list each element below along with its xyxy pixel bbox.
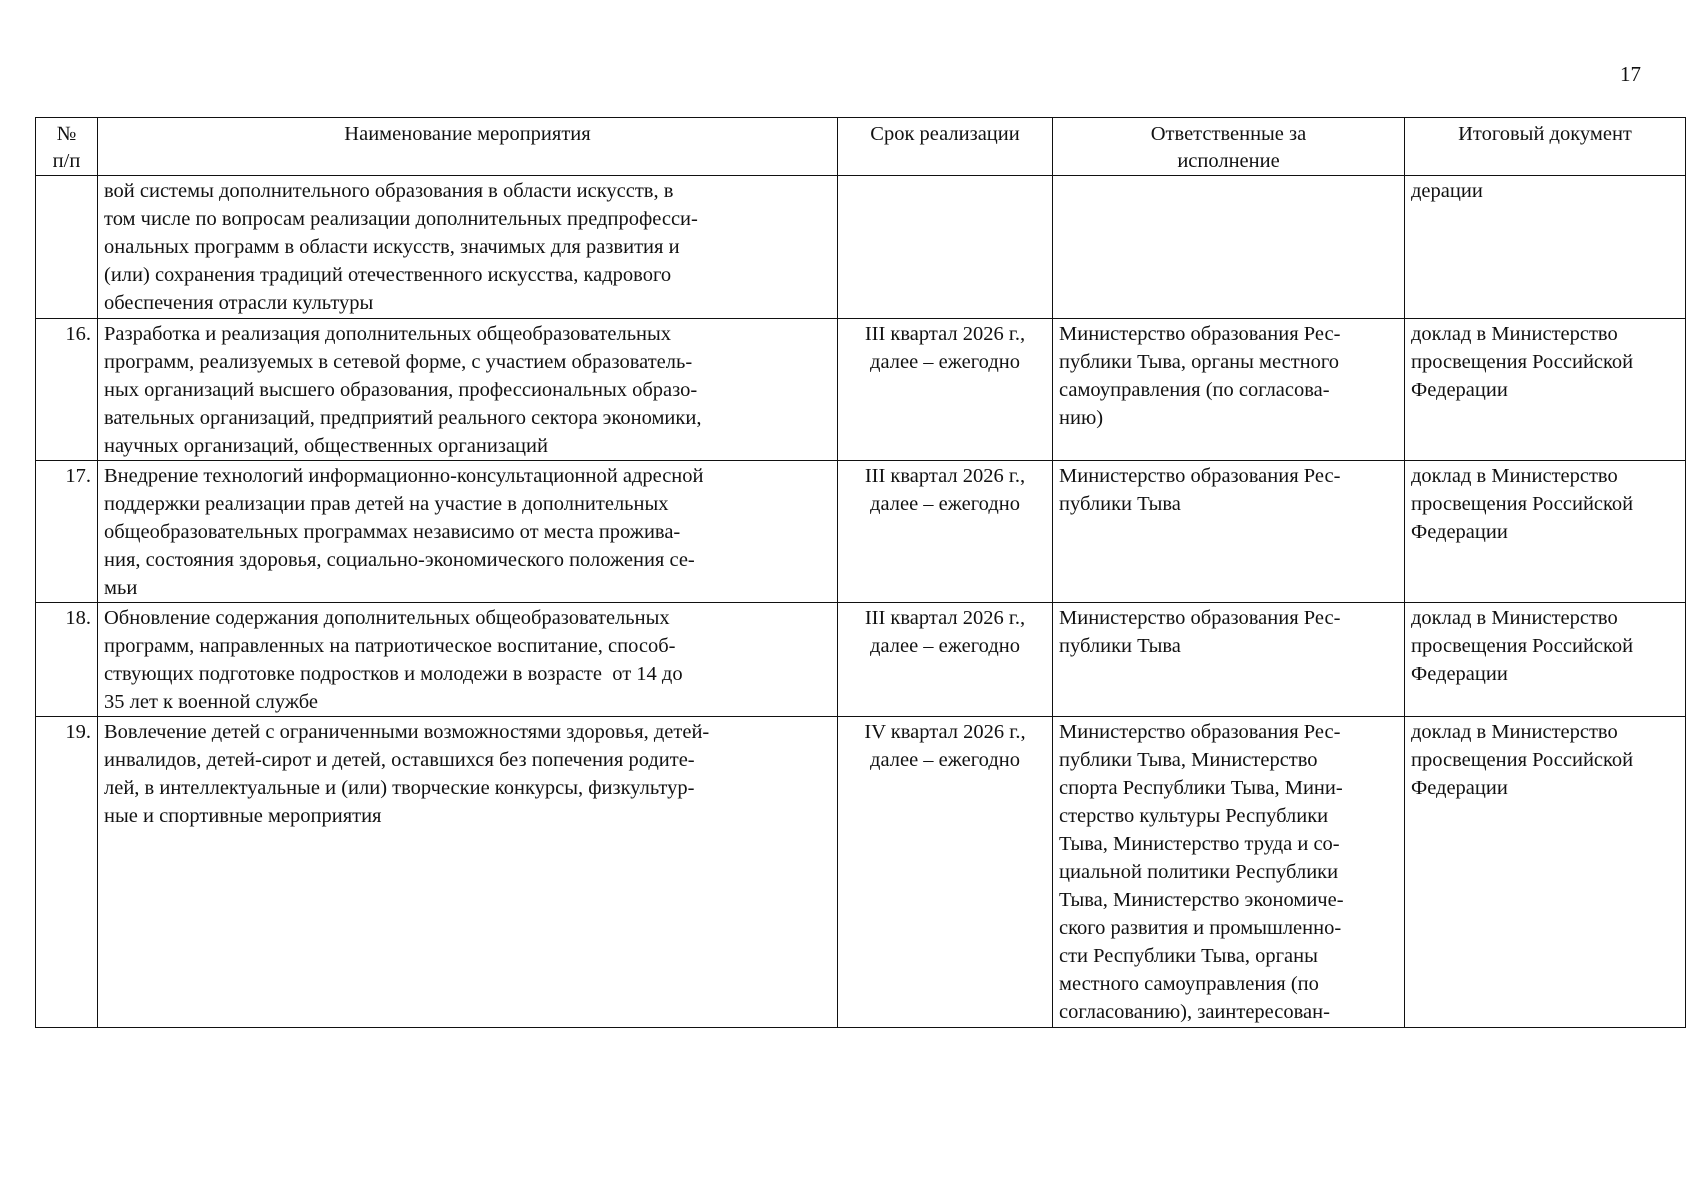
text-line: вой системы дополнительного образования в области искусств, в bbox=[104, 180, 674, 202]
row-name bbox=[98, 717, 838, 1028]
measures-table bbox=[35, 117, 1686, 1028]
text-line: Обновление содержания дополнительных общеобразовательных bbox=[104, 607, 670, 629]
table-row bbox=[36, 603, 1686, 717]
row-name bbox=[98, 176, 838, 319]
text-line: том числе по вопросам реализации дополнительных предпрофесси- bbox=[104, 208, 698, 230]
text-line: Федерации bbox=[1411, 521, 1508, 543]
row-num: 19. bbox=[36, 717, 98, 1028]
text-line: III квартал 2026 г., bbox=[864, 323, 1026, 345]
text-line: инвалидов, детей-сирот и детей, оставшихся без попечения родите- bbox=[104, 749, 695, 771]
row-responsible bbox=[1053, 717, 1405, 1028]
table-header-row bbox=[36, 118, 1686, 176]
header-responsible bbox=[1053, 118, 1405, 176]
row-document bbox=[1405, 319, 1686, 461]
table-row bbox=[36, 461, 1686, 603]
text-line: научных организаций, общественных организаций bbox=[104, 435, 548, 457]
row-name bbox=[98, 319, 838, 461]
text-line: Вовлечение детей с ограниченными возможностями здоровья, детей- bbox=[104, 721, 710, 743]
page-number: 17 bbox=[1620, 62, 1641, 86]
row-num bbox=[36, 176, 98, 319]
text-line: Федерации bbox=[1411, 379, 1508, 401]
text-line: III квартал 2026 г., bbox=[864, 607, 1026, 629]
row-term bbox=[838, 603, 1053, 717]
text-line: далее – ежегодно bbox=[870, 493, 1020, 515]
row-num: 18. bbox=[36, 603, 98, 717]
header-num bbox=[36, 118, 98, 176]
text-line: поддержки реализации прав детей на участие в дополнительных bbox=[104, 493, 669, 515]
text-line: доклад в Министерство bbox=[1411, 721, 1618, 743]
row-document bbox=[1405, 603, 1686, 717]
text-line: спорта Республики Тыва, Мини- bbox=[1059, 777, 1343, 799]
text-line: Федерации bbox=[1411, 777, 1508, 799]
text-line: нию) bbox=[1059, 407, 1104, 429]
header-responsible-line: исполнение bbox=[1177, 150, 1280, 172]
text-line: ональных программ в области искусств, значимых для развития и bbox=[104, 236, 680, 258]
text-line: (или) сохранения традиций отечественного искусства, кадрового bbox=[104, 264, 672, 286]
text-line: циальной политики Республики bbox=[1059, 861, 1339, 883]
row-term bbox=[838, 461, 1053, 603]
row-responsible bbox=[1053, 176, 1405, 319]
text-line: просвещения Российской bbox=[1411, 351, 1634, 373]
table-row bbox=[36, 319, 1686, 461]
text-line: далее – ежегодно bbox=[870, 351, 1020, 373]
text-line: Тыва, Министерство труда и со- bbox=[1059, 833, 1340, 855]
text-line: просвещения Российской bbox=[1411, 749, 1634, 771]
text-line: ствующих подготовке подростков и молодежи в возрасте от 14 до bbox=[104, 663, 683, 685]
header-term: Срок реализации bbox=[838, 118, 1053, 176]
text-line: просвещения Российской bbox=[1411, 635, 1634, 657]
text-line: Федерации bbox=[1411, 663, 1508, 685]
text-line: далее – ежегодно bbox=[870, 635, 1020, 657]
text-line: программ, реализуемых в сетевой форме, с участием образователь- bbox=[104, 351, 693, 373]
text-line: программ, направленных на патриотическое воспитание, способ- bbox=[104, 635, 676, 657]
header-num-line: п/п bbox=[52, 150, 81, 172]
text-line: Министерство образования Рес- bbox=[1059, 721, 1341, 743]
text-line: публики Тыва, органы местного bbox=[1059, 351, 1340, 373]
text-line: Министерство образования Рес- bbox=[1059, 607, 1341, 629]
text-line: самоуправления (по согласова- bbox=[1059, 379, 1330, 401]
text-line: стерство культуры Республики bbox=[1059, 805, 1329, 827]
text-line: просвещения Российской bbox=[1411, 493, 1634, 515]
text-line: IV квартал 2026 г., bbox=[864, 721, 1026, 743]
table-body bbox=[36, 176, 1686, 1028]
text-line: ные и спортивные мероприятия bbox=[104, 805, 382, 827]
text-line: III квартал 2026 г., bbox=[864, 465, 1026, 487]
text-line: согласованию), заинтересован- bbox=[1059, 1001, 1330, 1023]
row-term bbox=[838, 717, 1053, 1028]
text-line: мьи bbox=[104, 577, 138, 599]
row-term bbox=[838, 176, 1053, 319]
row-responsible bbox=[1053, 319, 1405, 461]
text-line: ния, состояния здоровья, социально-экономического положения се- bbox=[104, 549, 695, 571]
header-num-line: № bbox=[56, 123, 77, 145]
table-row bbox=[36, 176, 1686, 319]
text-line: Разработка и реализация дополнительных общеобразовательных bbox=[104, 323, 672, 345]
header-responsible-line: Ответственные за bbox=[1150, 123, 1307, 145]
row-term bbox=[838, 319, 1053, 461]
row-responsible bbox=[1053, 603, 1405, 717]
row-num: 16. bbox=[36, 319, 98, 461]
table-row bbox=[36, 717, 1686, 1028]
text-line: публики Тыва bbox=[1059, 493, 1181, 515]
text-line: ных организаций высшего образования, профессиональных образо- bbox=[104, 379, 698, 401]
text-line: 35 лет к военной службе bbox=[104, 691, 319, 713]
text-line: публики Тыва, Министерство bbox=[1059, 749, 1318, 771]
row-document bbox=[1405, 176, 1686, 319]
row-responsible bbox=[1053, 461, 1405, 603]
row-document bbox=[1405, 717, 1686, 1028]
text-line: доклад в Министерство bbox=[1411, 465, 1618, 487]
header-name: Наименование мероприятия bbox=[98, 118, 838, 176]
row-name bbox=[98, 603, 838, 717]
text-line: публики Тыва bbox=[1059, 635, 1181, 657]
text-line: Тыва, Министерство экономиче- bbox=[1059, 889, 1344, 911]
row-num: 17. bbox=[36, 461, 98, 603]
row-name bbox=[98, 461, 838, 603]
text-line: лей, в интеллектуальные и (или) творческие конкурсы, физкультур- bbox=[104, 777, 695, 799]
text-line: вательных организаций, предприятий реального сектора экономики, bbox=[104, 407, 702, 429]
text-line: Внедрение технологий информационно-консультационной адресной bbox=[104, 465, 704, 487]
text-line: общеобразовательных программах независимо от места прожива- bbox=[104, 521, 681, 543]
header-document: Итоговый документ bbox=[1405, 118, 1686, 176]
text-line: Министерство образования Рес- bbox=[1059, 465, 1341, 487]
text-line: дерации bbox=[1411, 180, 1483, 202]
text-line: далее – ежегодно bbox=[870, 749, 1020, 771]
text-line: обеспечения отрасли культуры bbox=[104, 292, 374, 314]
text-line: сти Республики Тыва, органы bbox=[1059, 945, 1318, 967]
text-line: Министерство образования Рес- bbox=[1059, 323, 1341, 345]
text-line: доклад в Министерство bbox=[1411, 323, 1618, 345]
row-document bbox=[1405, 461, 1686, 603]
text-line: доклад в Министерство bbox=[1411, 607, 1618, 629]
text-line: ского развития и промышленно- bbox=[1059, 917, 1342, 939]
text-line: местного самоуправления (по bbox=[1059, 973, 1319, 995]
